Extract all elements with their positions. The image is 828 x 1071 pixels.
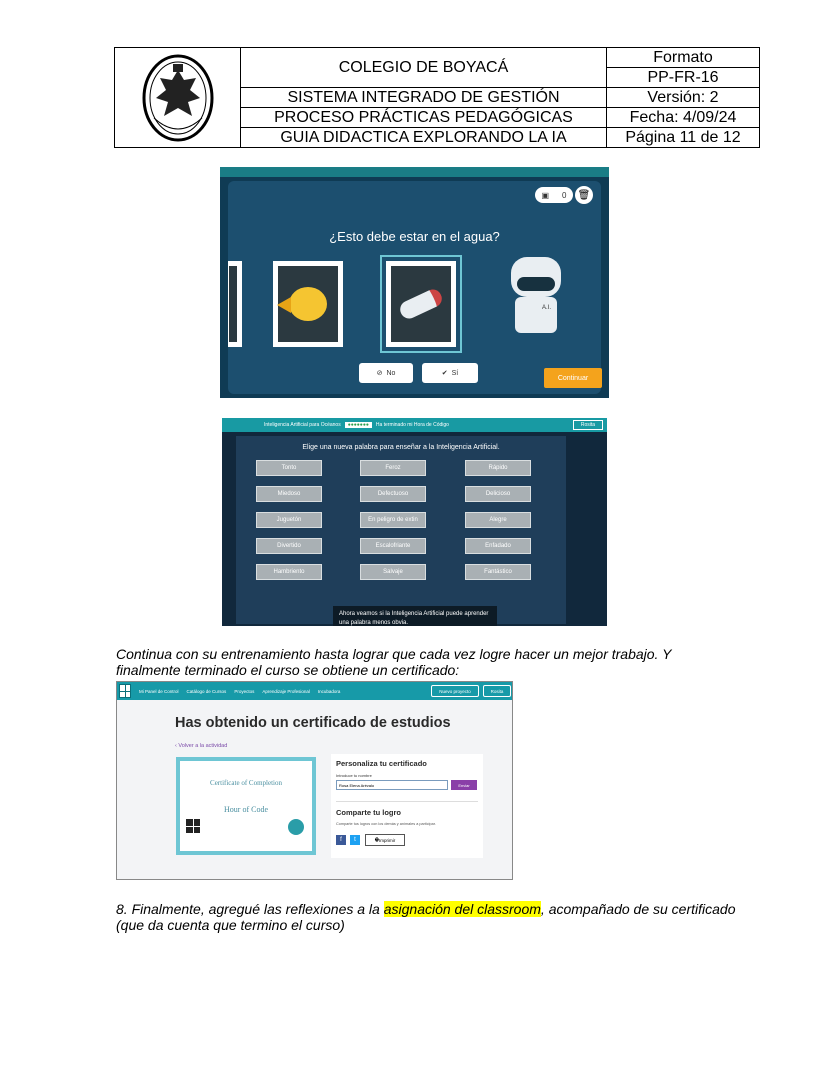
continue-button[interactable]: Continuar [544,368,602,388]
back-link[interactable]: ‹ Volver a la actividad [175,743,228,749]
personalize-title: Personaliza tu certificado [336,759,427,768]
user-menu[interactable]: Rosita [573,420,603,430]
printer-icon: 🖶 [374,837,379,842]
course-bar [222,418,607,432]
no-icon: ⊘ [376,370,383,377]
word-button[interactable]: Divertido [256,538,322,554]
personalize-panel [331,754,483,858]
guide-name: GUIA DIDACTICA EXPLORANDO LA IA [280,128,567,146]
date: Fecha: 4/09/24 [607,108,759,128]
no-button[interactable]: ⊘ No [359,363,413,383]
name-label: Introduce tu nombre [336,773,372,778]
certificate-screenshot [116,681,513,880]
system-name: SISTEMA INTEGRADO DE GESTIÓN [241,88,606,108]
card-fish [273,261,343,347]
word-button[interactable]: Juguetón [256,512,322,528]
cert-course: Hour of Code [224,805,268,814]
nav-projects[interactable]: Proyectos [234,688,255,694]
new-project-button[interactable]: Nuevo proyecto [431,685,479,697]
send-button[interactable]: Enviar [451,780,477,790]
ai-robot: A.I. [511,257,561,333]
paragraph-final: 8. Finalmente, agregué las reflexiones a la asignación del classroom, acompañado de su certificado (que da cuenta que termino el curso) [116,901,736,933]
certificate-image [176,757,316,855]
word-button[interactable]: Enfadado [465,538,531,554]
word-button[interactable]: Feroz [360,460,426,476]
word-button[interactable]: Delicioso [465,486,531,502]
fish-icon [289,287,327,321]
game-scene [228,181,601,394]
screen-icon: ▣ [541,190,550,200]
course-name: Inteligencia Artificial para Océanos [264,422,341,428]
card-partial [228,261,242,347]
code-logo-icon[interactable] [119,684,131,698]
check-icon: ✔ [441,370,448,377]
progress-dots: ●●●●●●● [345,422,372,428]
word-button[interactable]: Rápido [465,460,531,476]
word-button[interactable]: Fantástico [465,564,531,580]
site-nav [117,682,512,700]
share-subtitle: Comparte tus logros con los demás y anímales a participar. [336,822,436,826]
sock-icon [397,287,444,322]
word-button[interactable]: Tonto [256,460,322,476]
divider [336,801,478,802]
yes-button[interactable]: ✔ Sí [422,363,478,383]
trash-icon[interactable]: 🗑 [575,186,593,204]
counter-badge: ▣ 0 [535,187,573,203]
document-header [114,47,760,148]
nav-incubator[interactable]: Incubadora [317,688,341,694]
seal-badge-icon [288,819,304,835]
word-button[interactable]: Defectuoso [360,486,426,502]
nav-dashboard[interactable]: Mi Panel de Control [139,688,179,694]
ai-ocean-screenshot-2 [222,418,607,626]
top-bar [220,167,609,177]
word-button[interactable]: Escalofriante [360,538,426,554]
cert-title: Certificate of Completion [210,779,282,787]
user-menu[interactable]: Rosita [483,685,511,697]
facebook-icon[interactable]: f [336,835,346,845]
chevron-left-icon: ‹ [175,743,179,749]
twitter-icon[interactable]: t [350,835,360,845]
card-sock [386,261,456,347]
school-seal [115,48,241,147]
nav-professional[interactable]: Aprendizaje Profesional [262,688,310,694]
word-button[interactable]: Alegre [465,512,531,528]
print-button[interactable]: 🖶 Imprimir [365,834,405,846]
progress-done: Ha terminado mi Hora de Código [375,422,449,428]
page-number: Página 11 de 12 [625,128,741,146]
word-button[interactable]: Hambriento [256,564,322,580]
word-button[interactable]: Salvaje [360,564,426,580]
highlight-classroom: asignación del classroom [383,901,541,917]
panel-title: Elige una nueva palabra para enseñar a la Inteligencia Artificial. [302,444,500,451]
tip-box: Ahora veamos si la Inteligencia Artificial puede aprender una palabra menos obvia. [333,606,497,626]
share-title: Comparte tu logro [336,808,401,817]
ai-ocean-screenshot-1 [220,167,609,398]
code-logo-icon [186,819,200,833]
version: Versión: 2 [607,88,759,108]
paragraph-continue: Continua con su entrenamiento hasta lograr que cada vez logre hacer un mejor trabajo. Y finalmente terminado el curso se obtiene un certificado: [116,646,672,678]
nav-catalog[interactable]: Catálogo de Cursos [186,688,227,694]
page-title: Has obtenido un certificado de estudios [175,715,451,731]
format-code: PP-FR-16 [607,68,759,88]
word-button[interactable]: En peligro de extin [360,512,426,528]
question: ¿Esto debe estar en el agua? [329,229,500,244]
word-panel [236,436,566,624]
process-name: PROCESO PRÁCTICAS PEDAGÓGICAS [241,108,606,128]
school-name: COLEGIO DE BOYACÁ [241,48,606,88]
name-input[interactable] [336,780,448,790]
word-button[interactable]: Miedoso [256,486,322,502]
format-label: Formato [607,48,759,68]
